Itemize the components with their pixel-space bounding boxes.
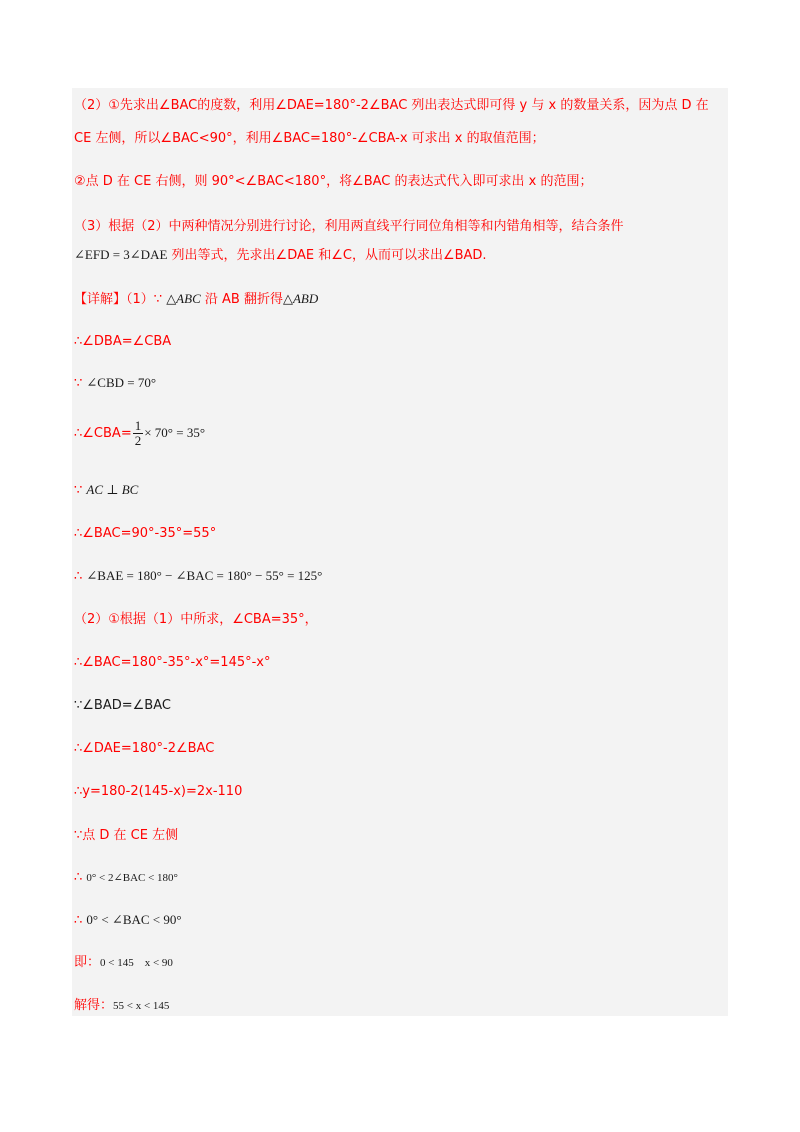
cbd-formula: ∠CBD = 70° [86,375,157,390]
step-ineq2 [74,911,182,930]
part2-intro: （2）①根据（1）中所求，∠CBA=35°， [74,612,318,627]
cba-label: ∴∠CBA= [74,426,132,441]
half-70-formula: × 70° = 35° [144,425,206,440]
condition-formula: ∠EFD = 3∠DAE [74,247,168,262]
step-bae-line [74,567,322,586]
solution-formula: 55 < x < 145 [113,1000,170,1012]
step-y-expr: ∴y=180-2(145-x)=2x-110 [74,784,243,799]
fraction-half [133,419,144,448]
therefore-symbol: ∴ [74,870,87,885]
fold-text: 沿 AB 翻折得 [200,292,283,307]
step-ac-perp-bc [74,481,138,500]
namely-formula: 0 < 145 x < 90 [100,957,173,969]
step-namely [74,954,173,972]
fraction-numerator: 1 [134,418,142,433]
hint-part3-line2 [74,246,487,265]
step-bad-eq-bac: ∵∠BAD=∠BAC [74,698,171,713]
hint-part3-line1: （3）根据（2）中两种情况分别进行讨论，利用两直线平行同位角相等和内错角相等，结合条件 [74,219,624,234]
detail-heading: 【详解】（1）∵ [74,292,167,307]
triangle-abd: △ABD [282,291,319,306]
because-symbol: ∵ [74,376,87,391]
step-cbd-line [74,374,156,393]
namely-label: 即： [74,955,101,970]
step-d-left: ∵点 D 在 CE 左侧 [74,828,179,843]
ineq2-formula: 0° < ∠BAC < 90° [86,912,182,927]
step-dae-expr: ∴∠DAE=180°-2∠BAC [74,741,215,756]
solution-label: 解得： [74,998,114,1013]
detail-heading-line [74,290,318,309]
ineq1-formula: 0° < 2∠BAC < 180° [86,872,178,884]
hint-part3-text: 列出等式，先求出∠DAE 和∠C，从而可以求出∠BAD. [167,248,487,263]
perp-formula: AC ⊥ BC [86,482,139,497]
step-bac-expr: ∴∠BAC=180°-35°-x°=145°-x° [74,655,271,670]
step-cba-half [74,418,205,449]
triangle-abc: △ABC [166,291,201,306]
bae-formula: ∠BAE = 180° − ∠BAC = 180° − 55° = 125° [86,568,323,583]
fraction-denominator: 2 [134,433,142,448]
hint-part2-line1: （2）①先求出∠BAC的度数，利用∠DAE=180°-2∠BAC 列出表达式即可得 y 与 x 的数量关系，因为点 D 在 [74,98,709,113]
step-dba-eq-cba: ∴∠DBA=∠CBA [74,334,172,349]
because-symbol: ∵ [74,483,87,498]
step-bac-55: ∴∠BAC=90°-35°=55° [74,526,217,541]
therefore-symbol: ∴ [74,913,87,928]
hint-part2-line3: ②点 D 在 CE 右侧，则 90°<∠BAC<180°，将∠BAC 的表达式代入即可求出 x 的范围； [74,174,593,189]
step-ineq1 [74,869,178,887]
hint-part2-line2: CE 左侧，所以∠BAC<90°，利用∠BAC=180°-∠CBA-x 可求出 x 的取值范围； [74,131,545,146]
step-solution [74,997,169,1015]
therefore-symbol: ∴ [74,569,87,584]
